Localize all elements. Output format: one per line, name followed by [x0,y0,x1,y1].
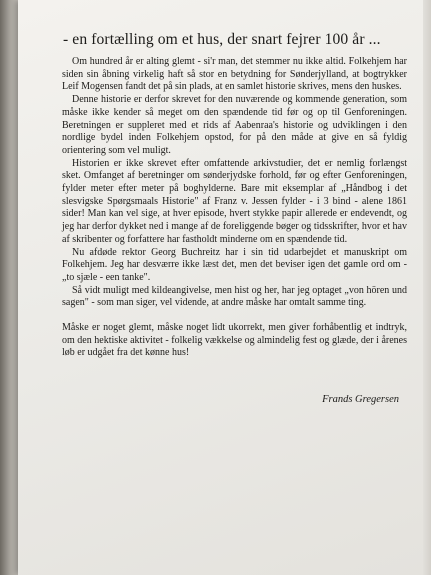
paragraph-3: Historien er ikke skrevet efter omfattende arkivstudier, det er nemlig forlængst sket. Omfanget af beretninger om sønderjydske forhold, før og efter Genforeningen, fylder meter efter meter på boghylderne. Bare mit eksemplar af „Håndbog i det slesvigske Spørgsmaals Historie" af Franz v. Jessen fylder - i 3 bind - alene 1861 sider! Man kan vel sige, at hver episode, hvert stykke papir allerede er endevendt, og jeg har derfor dykket ned i mange af de foreliggende bøger og tidsskrifter, hvor et hav af skribenter og forfattere har fastholdt minderne om en spændende tid. [62,157,407,245]
book-page [18,0,431,575]
page-edge [423,0,431,575]
paragraph-1: Om hundred år er alting glemt - si'r man, det stemmer nu ikke altid. Folkehjem har siden sin åbning virkelig haft så stor en betydning for Sønderjylland, at bogtrykker Leif Mogensen fandt det på sin plads, at en samlet historie skrives, mens den huskes. [62,56,407,93]
paragraph-5: Så vidt muligt med kildeangivelse, men hist og her, har jeg optaget „von hören und sagen" - som man siger, vel vidende, at andre måske har omtalt samme ting. [62,284,407,309]
author-signature: Frands Gregersen [322,394,399,406]
paragraph-gap [62,310,407,322]
paragraph-6: Måske er noget glemt, måske noget lidt ukorrekt, men giver forhåbentlig et indtryk, om den hektiske aktivitet - folkelig vækkelse og almindelig fest og glæde, der i årenes løb er udgået fra det kønne hus! [62,322,407,359]
page-text-block [62,30,407,405]
paragraph-2: Denne historie er derfor skrevet for den nuværende og kommende generation, som måske ikke kender så meget om den spændende tid før og op til Genforeningen. Beretningen er suppleret med et rids af Aabenraa's historie og udviklingen i den nordlige bydel inden Folkehjem opstod, for på den måde at give en så fyldig orientering som vel muligt. [62,94,407,156]
page-heading: - en fortælling om et hus, der snart fejrer 100 år ... [63,31,381,48]
paragraph-4: Nu afdøde rektor Georg Buchreitz har i sin tid udarbejdet et manuskript om Folkehjem. Jeg har desværre ikke læst det, men det beviser igen det gamle ord om - „to sjæle - een tanke". [62,246,407,283]
